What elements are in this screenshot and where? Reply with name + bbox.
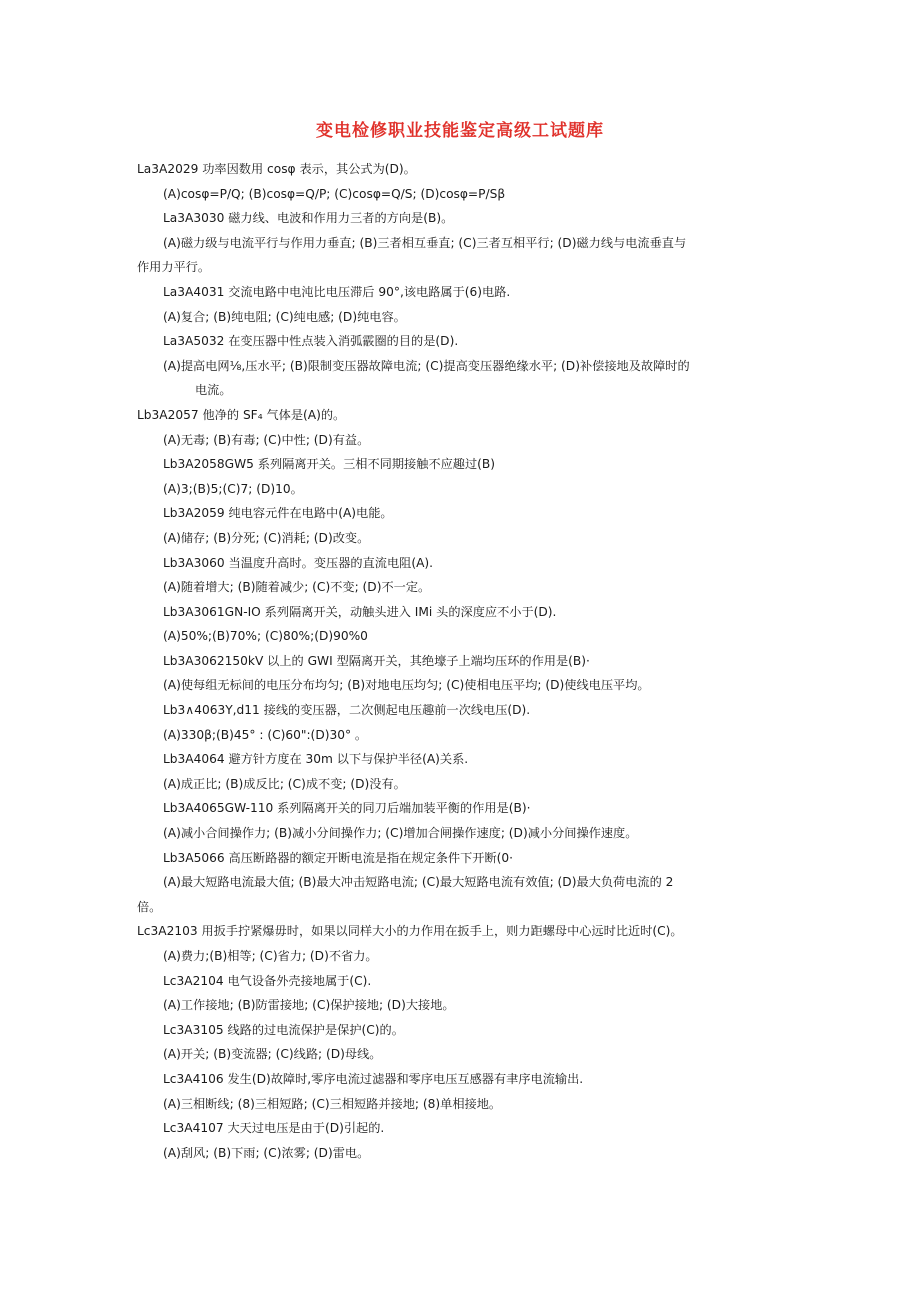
text-line: (A)最大短路电流最大值; (B)最大冲击短路电流; (C)最大短路电流有效值; (D)最大负荷电流的 2 [163, 875, 674, 890]
text-line: (A)复合; (B)纯电阻; (C)纯电感; (D)纯电容。 [163, 309, 406, 324]
text-line: (A)费力;(B)相等; (C)省力; (D)不省力。 [163, 949, 378, 963]
text-line: Lb3A4064 避方针方度在 30m 以下与保护半径(A)关系. [163, 752, 469, 767]
text-line: (A)储存; (B)分死; (C)消耗; (D)改变。 [163, 530, 370, 545]
text-line: Lc3A2103 用扳手拧紧爆毋时，如果以同样大小的力作用在扳手上，则力距螺母中心远时比近时(C)。 [137, 924, 683, 939]
text-line: (A)工作接地; (B)防雷接地; (C)保护接地; (D)大接地。 [163, 998, 455, 1013]
text-line: Lb3A3061GN-IO 系列隔离开关，动触头进入 IMi 头的深度应不小于(D). [163, 604, 557, 619]
text-line: Lb3∧4063Y,d11 接线的变压器，二次侧起电压趣前一次线电压(D). [163, 703, 531, 718]
text-line: (A)三相断线; (8)三相短路; (C)三相短路并接地; (8)单相接地。 [163, 1096, 502, 1111]
text-line: Lb3A2058GW5 系列隔离开关。三相不同期接触不应趣过(B) [163, 457, 496, 472]
text-line: Lc3A2104 电气设备外壳接地属于(C). [163, 973, 372, 988]
text-line: (A)随着增大; (B)随着减少; (C)不变; (D)不一定。 [163, 580, 431, 595]
text-line: Lb3A2059 纯电容元件在电路中(A)电能。 [163, 506, 393, 521]
text-line: (A)刮风; (B)下雨; (C)浓雾; (D)雷电。 [163, 1145, 370, 1160]
text-line: La3A5032 在变压器中性点装入消弧霰圈的目的是(D). [163, 334, 459, 349]
text-line: Lb3A2057 他净的 SF₄ 气体是(A)的。 [137, 407, 346, 422]
text-line: Lb3A3060 当温度升高时。变压器的直流电阻(A). [163, 555, 434, 570]
text-line: 作用力平行。 [137, 260, 211, 275]
text-line: (A)cosφ=P/Q; (B)cosφ=Q/P; (C)cosφ=Q/S; (D)cosφ=P/Sβ [163, 186, 506, 201]
text-line: 倍。 [137, 899, 162, 914]
text-line: Lb3A3062150kV 以上的 GWI 型隔离开关，其绝壕子上端均压环的作用是(B)· [163, 653, 590, 668]
document-body [0, 157, 920, 1165]
text-line: (A)无毒; (B)有毒; (C)中性; (D)有益。 [163, 432, 370, 447]
text-line: La3A3030 磁力线、电波和作用力三者的方向是(B)。 [163, 211, 454, 226]
text-line: (A)3;(B)5;(C)7; (D)10。 [163, 481, 303, 496]
document-title: 变电检修职业技能鉴定高级工试题库 [316, 121, 604, 141]
text-line: Lb3A4065GW-110 系列隔离开关的同刀后端加装平衡的作用是(B)· [163, 801, 531, 816]
text-line: Lc3A4106 发生(D)故障时,零序电流过滤器和零序电压互感器有聿序电流输出. [163, 1071, 584, 1086]
text-line: La3A4031 交流电路中电沌比电压滞后 90°,该电路属于(6)电路. [163, 284, 511, 299]
text-line: (A)成正比; (B)成反比; (C)成不变; (D)没有。 [163, 776, 406, 791]
text-line: (A)减小合间操作力; (B)减小分间操作力; (C)增加合闸操作速度; (D)减小分间操作速度。 [163, 826, 638, 841]
text-line: 电流。 [195, 383, 232, 398]
text-line: (A)50%;(B)70%; (C)80%;(D)90%0 [163, 629, 368, 644]
text-line: (A)磁力级与电流平行与作用力垂直; (B)三者相互垂直; (C)三者互相平行; (D)磁力线与电流垂直与 [163, 235, 687, 250]
text-line: (A)提高电网⅛,压水平; (B)限制变压器故障电流; (C)提高变压器绝缘水平; (D)补偿接地及故障时的 [163, 358, 690, 373]
text-line: (A)330β;(B)45° : (C)60":(D)30° 。 [163, 727, 368, 742]
text-line: Lc3A3105 线路的过电流保护是保护(C)的。 [163, 1022, 404, 1037]
text-line: La3A2029 功率因数用 cosφ 表示，其公式为(D)。 [137, 162, 416, 176]
text-line: (A)使每组无标间的电压分布均匀; (B)对地电压均匀; (C)使相电压平均; (D)使线电压平均。 [163, 678, 650, 693]
text-line: Lb3A5066 高压断路器的额定开断电流是指在规定条件下开断(0· [163, 850, 514, 865]
text-line: (A)开关; (B)变流器; (C)线路; (D)母线。 [163, 1047, 382, 1062]
text-line: Lc3A4107 大天过电压是由于(D)引起的. [163, 1121, 385, 1136]
